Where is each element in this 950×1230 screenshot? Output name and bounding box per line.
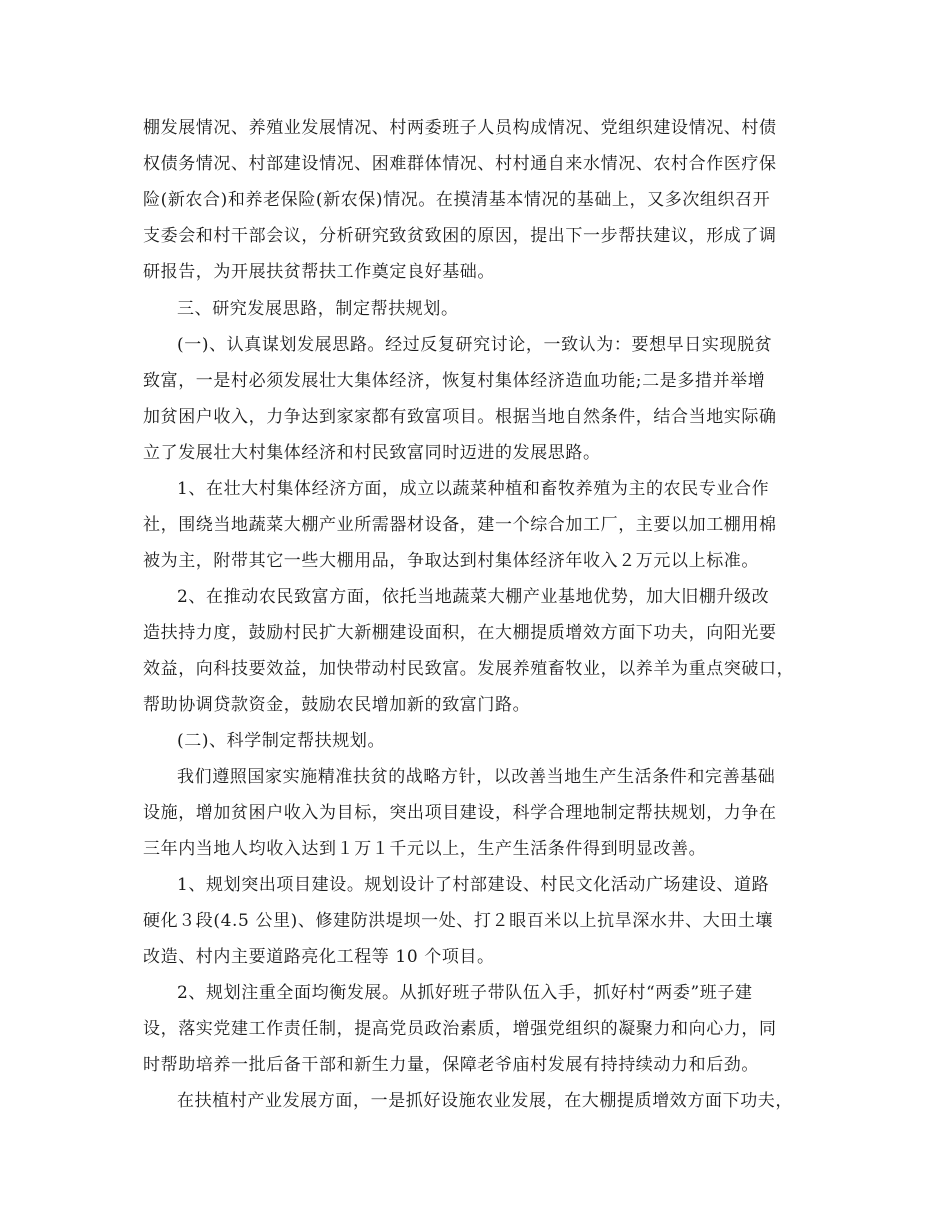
subsection-heading: (二)、科学制定帮扶规划。 — [177, 731, 386, 751]
text-line: 权债务情况、村部建设情况、困难群体情况、村村通自来水情况、农村合作医疗保 — [143, 154, 777, 174]
text-line: 时帮助培养一批后备干部和新生力量，保障老爷庙村发展有持持续动力和后劲。 — [143, 1055, 759, 1075]
text-line: 被为主，附带其它一些大棚用品，争取达到村集体经济年收入２万元以上标准。 — [143, 551, 759, 571]
text-line: 帮助协调贷款资金，鼓励农民增加新的致富门路。 — [143, 695, 531, 715]
text-line: 在扶植村产业发展方面，一是抓好设施农业发展，在大棚提质增效方面下功夫， — [177, 1091, 793, 1111]
text-line: 硬化３段(4.5 公里)、修建防洪堤坝一处、打２眼百米以上抗旱深水井、大田土壤 — [143, 911, 774, 931]
text-line: 设施，增加贫困户收入为目标，突出项目建设，科学合理地制定帮扶规划，力争在 — [143, 803, 777, 823]
text-line: 改造、村内主要道路亮化工程等 10 个项目。 — [143, 947, 495, 967]
text-line: 2、在推动农民致富方面，依托当地蔬菜大棚产业基地优势，加大旧棚升级改 — [177, 587, 770, 607]
section-heading: 三、研究发展思路，制定帮扶规划。 — [177, 299, 459, 319]
text-line: 1、规划突出项目建设。规划设计了村部建设、村民文化活动广场建设、道路 — [177, 875, 770, 895]
text-line: 致富，一是村必须发展壮大集体经济，恢复村集体经济造血功能;二是多措并举增 — [143, 371, 766, 391]
text-line: 加贫困户收入，力争达到家家都有致富项目。根据当地自然条件，结合当地实际确 — [143, 407, 777, 427]
text-line: 社，围绕当地蔬菜大棚产业所需器材设备，建一个综合加工厂，主要以加工棚用棉 — [143, 515, 777, 535]
text-line: 支委会和村干部会议，分析研究致贫致困的原因，提出下一步帮扶建议，形成了调 — [143, 226, 777, 246]
text-line: 研报告，为开展扶贫帮扶工作奠定良好基础。 — [143, 262, 495, 282]
text-line: (一)、认真谋划发展思路。经过反复研究讨论，一致认为：要想早日实现脱贫 — [177, 335, 773, 355]
text-line: 造扶持力度，鼓励村民扩大新棚建设面积，在大棚提质增效方面下功夫，向阳光要 — [143, 623, 777, 643]
text-line: 棚发展情况、养殖业发展情况、村两委班子人员构成情况、党组织建设情况、村债 — [143, 118, 777, 138]
text-line: 三年内当地人均收入达到１万１千元以上，生产生活条件得到明显改善。 — [143, 839, 707, 859]
text-line: 险(新农合)和养老保险(新农保)情况。在摸清基本情况的基础上，又多次组织召开 — [143, 190, 771, 210]
text-line: 立了发展壮大村集体经济和村民致富同时迈进的发展思路。 — [143, 443, 601, 463]
text-line: 设，落实党建工作责任制，提高党员政治素质，增强党组织的凝聚力和向心力，同 — [143, 1019, 777, 1039]
text-line: 效益，向科技要效益，加快带动村民致富。发展养殖畜牧业，以养羊为重点突破口， — [143, 659, 795, 679]
text-line: 2、规划注重全面均衡发展。从抓好班子带队伍入手，抓好村“两委”班子建 — [177, 983, 753, 1003]
text-line: 1、在壮大村集体经济方面，成立以蔬菜种植和畜牧养殖为主的农民专业合作 — [177, 479, 770, 499]
text-line: 我们遵照国家实施精准扶贫的战略方针，以改善当地生产生活条件和完善基础 — [177, 767, 776, 787]
